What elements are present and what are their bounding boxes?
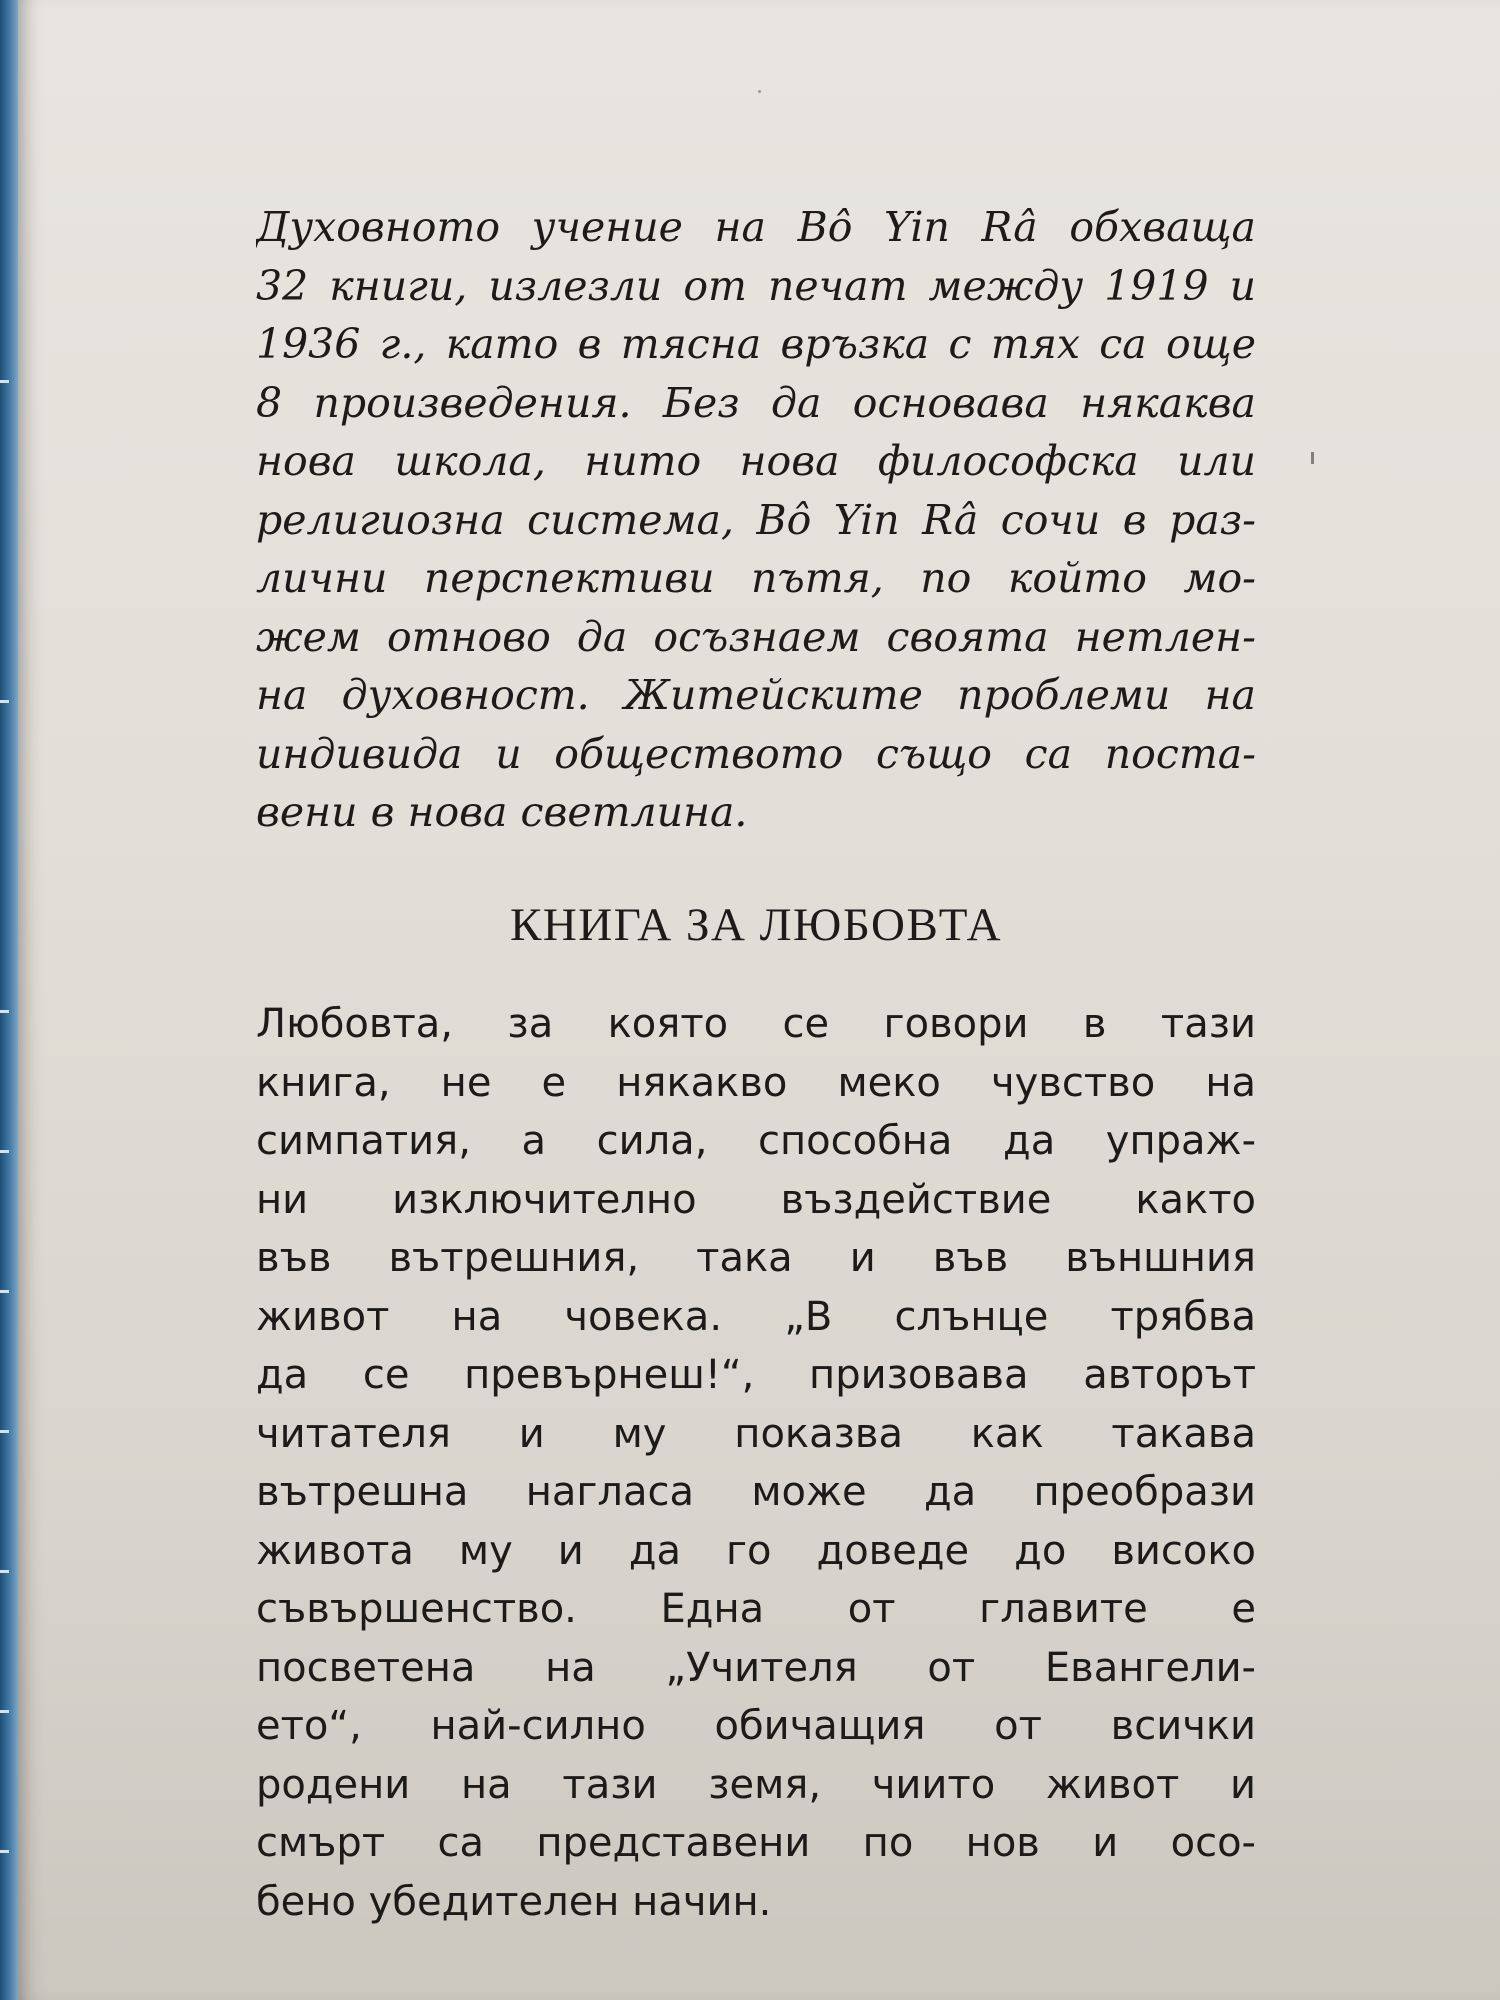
text-line: живота му и да го доведе до високо [256,1527,1256,1574]
text-line: във вътрешния, така и във външния [256,1235,1256,1281]
text-line: родени на тази земя, чиито живот и [256,1761,1256,1808]
text-line: индивида и обществото също са поста- [256,729,1256,778]
text-line: 1936 г., като в тясна връзка с тях са още [256,320,1256,368]
text-line: Любовта, за която се говори в тази [256,1001,1256,1047]
book-description [256,995,1256,1931]
text-line: смърт са представени по нов и осо- [256,1820,1256,1866]
edge-mark [0,380,9,383]
paper-speck [758,90,761,93]
text-line: ни изключително въздействие както [256,1176,1256,1223]
text-line: живот на човека. „В слънце трябва [256,1293,1256,1340]
text-line: съвършенство. Една от главите е [256,1586,1256,1632]
text-line: бено убедителен начин. [256,1878,772,1925]
text-line: 32 книги, излезли от печат между 1919 и [256,261,1256,310]
edge-mark [0,1010,9,1013]
book-title: КНИГА ЗА ЛЮБОВТА [509,899,1003,951]
text-line: вени в нова светлина. [256,788,748,836]
text-line: жем отново да осъзнаем своята нетлен- [256,612,1256,661]
edge-mark [0,1430,9,1433]
text-line: религиозна система, Bô Yin Râ сочи в раз- [256,495,1256,544]
paper-mark [1311,452,1314,464]
text-line: 8 произведения. Без да основава някаква [256,378,1256,427]
text-line: да се превърнеш!“, призовава авторът [256,1352,1256,1398]
text-line: вътрешна нагласа може да преобрази [256,1469,1256,1515]
edge-mark [0,1570,9,1573]
text-line: посветена на „Учителя от Евангели- [256,1644,1256,1691]
text-line: на духовност. Житейските проблеми на [256,671,1256,719]
text-line: симпатия, а сила, способна да упраж- [256,1118,1256,1164]
text-line: ето“, най-силно обичащия от всички [256,1703,1256,1749]
text-line: лични перспективи пътя, по който мо- [256,554,1256,602]
intro-paragraph [256,198,1256,842]
text-line: Духовното учение на Bô Yin Râ обхваща [256,203,1256,251]
cover-edge [0,0,20,2000]
text-line: нова школа, нито нова философска или [256,437,1256,485]
edge-mark [0,1710,9,1713]
edge-mark [0,700,9,703]
edge-mark [0,1850,9,1853]
edge-mark [0,1290,9,1293]
edge-mark [0,1150,9,1153]
text-line: книга, не е някакво меко чувство на [256,1059,1256,1106]
text-line: читателя и му показва как такава [256,1410,1256,1457]
book-page [18,0,1500,2000]
